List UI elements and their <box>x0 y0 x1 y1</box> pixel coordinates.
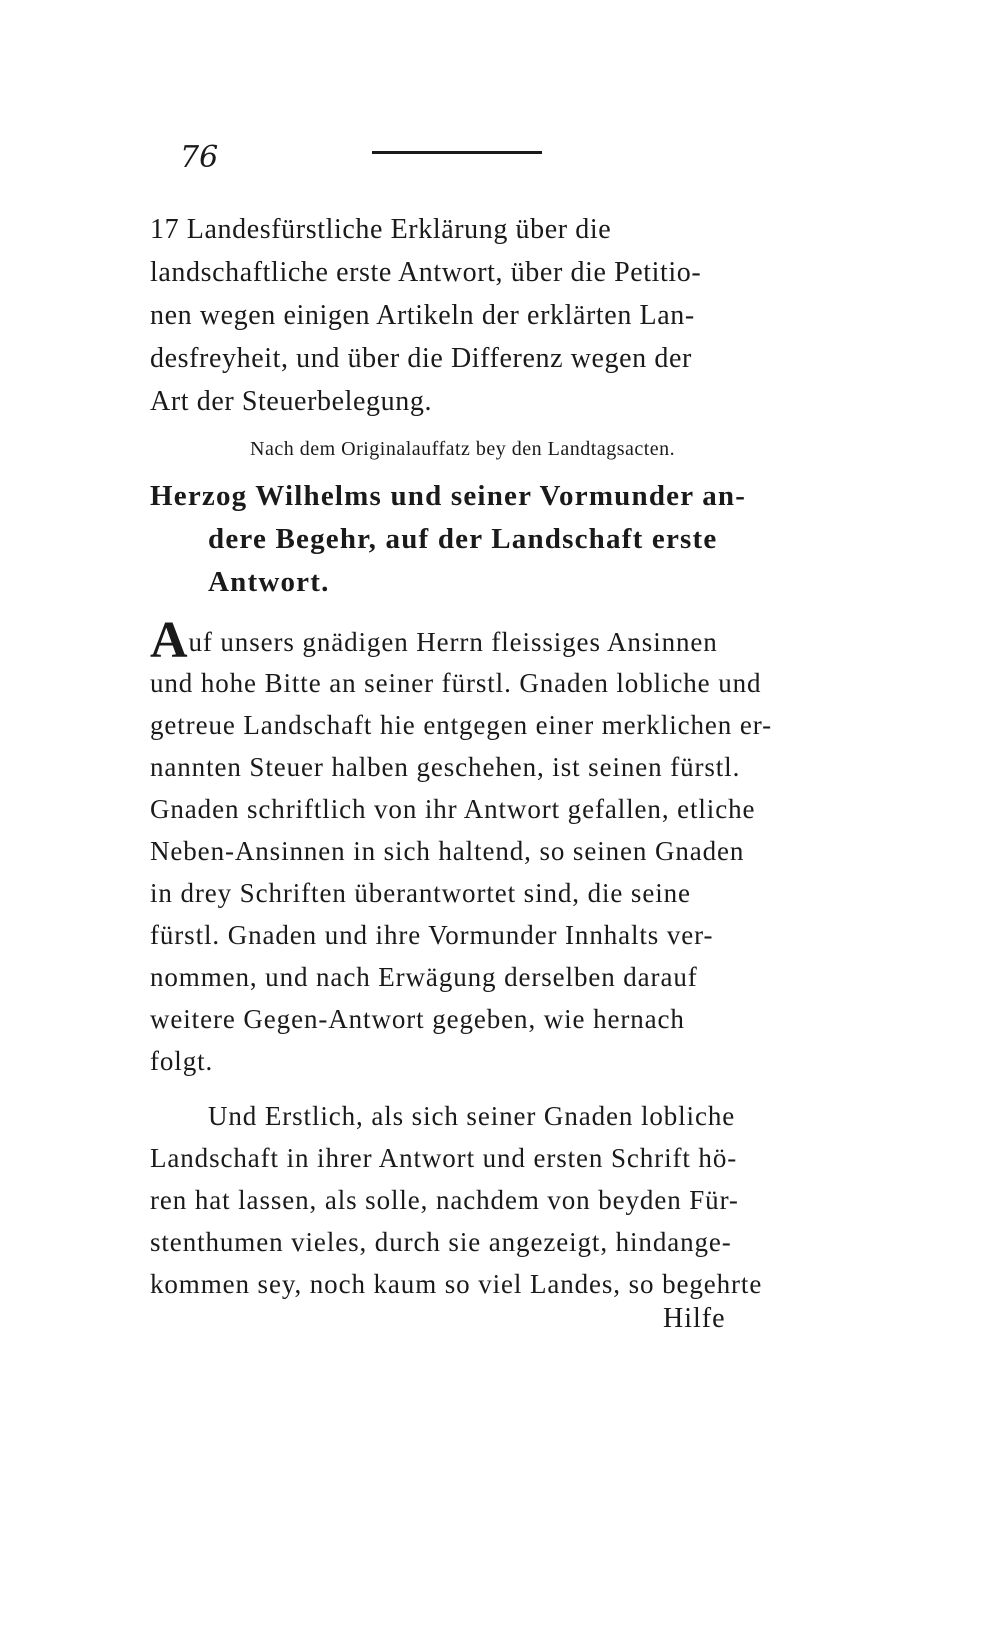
document-heading <box>150 208 802 423</box>
paragraph-line: in drey Schriften überantwortet sind, die seine <box>150 878 691 908</box>
paragraph-line: Und Erstlich, als sich seiner Gnaden lobliche <box>208 1101 736 1131</box>
paragraph-line: stenthumen vieles, durch sie angezeigt, hindange- <box>150 1227 732 1257</box>
paragraph-line <box>150 612 802 669</box>
drop-cap: A <box>150 612 189 669</box>
heading-line: desfreyheit, und über die Differenz wegen der <box>150 343 692 374</box>
heading-line: Art der Steuerbelegung. <box>150 386 433 417</box>
paragraph-line: weitere Gegen-Antwort gegeben, wie hernach <box>150 1004 685 1034</box>
title-line: Antwort. <box>208 566 330 598</box>
paragraph-line: Neben-Ansinnen in sich haltend, so seinen Gnaden <box>150 836 745 866</box>
catchword: Hilfe <box>663 1303 726 1334</box>
paragraph-line: nannten Steuer halben geschehen, ist seinen fürstl. <box>150 752 741 782</box>
source-note: Nach dem Originalauffatz bey den Landtagsacten. <box>250 438 676 460</box>
paragraph-line: getreue Landschaft hie entgegen einer merklichen er- <box>150 710 772 740</box>
paragraph-line: nommen, und nach Erwägung derselben darauf <box>150 962 698 992</box>
paragraph-line: ren hat lassen, als solle, nachdem von beyden Für- <box>150 1185 739 1215</box>
paragraph-2 <box>150 1095 802 1305</box>
paragraph-line: Gnaden schriftlich von ihr Antwort gefallen, etliche <box>150 794 756 824</box>
paragraph-line: Landschaft in ihrer Antwort und ersten Schrift hö- <box>150 1143 738 1173</box>
title-line: dere Begehr, auf der Landschaft erste <box>208 523 718 555</box>
paragraph-line: fürstl. Gnaden und ihre Vormunder Innhalts ver- <box>150 920 714 950</box>
section-title <box>150 475 802 604</box>
paragraph-1 <box>150 612 802 1082</box>
header-rule <box>372 151 542 154</box>
paragraph-line: und hohe Bitte an seiner fürstl. Gnaden lobliche und <box>150 668 762 698</box>
paragraph-line: kommen sey, noch kaum so viel Landes, so begehrte <box>150 1269 763 1299</box>
heading-line: nen wegen einigen Artikeln der erklärten Lan- <box>150 300 695 331</box>
heading-line: 17 Landesfürstliche Erklärung über die <box>150 214 612 245</box>
heading-line: landschaftliche erste Antwort, über die Petitio- <box>150 257 702 288</box>
title-line: Herzog Wilhelms und seiner Vormunder an- <box>150 480 747 512</box>
paragraph-line: folgt. <box>150 1046 214 1076</box>
page-number: 76 <box>180 140 219 175</box>
first-line-text: uf unsers gnädigen Herrn fleissiges Ansinnen <box>188 627 718 657</box>
